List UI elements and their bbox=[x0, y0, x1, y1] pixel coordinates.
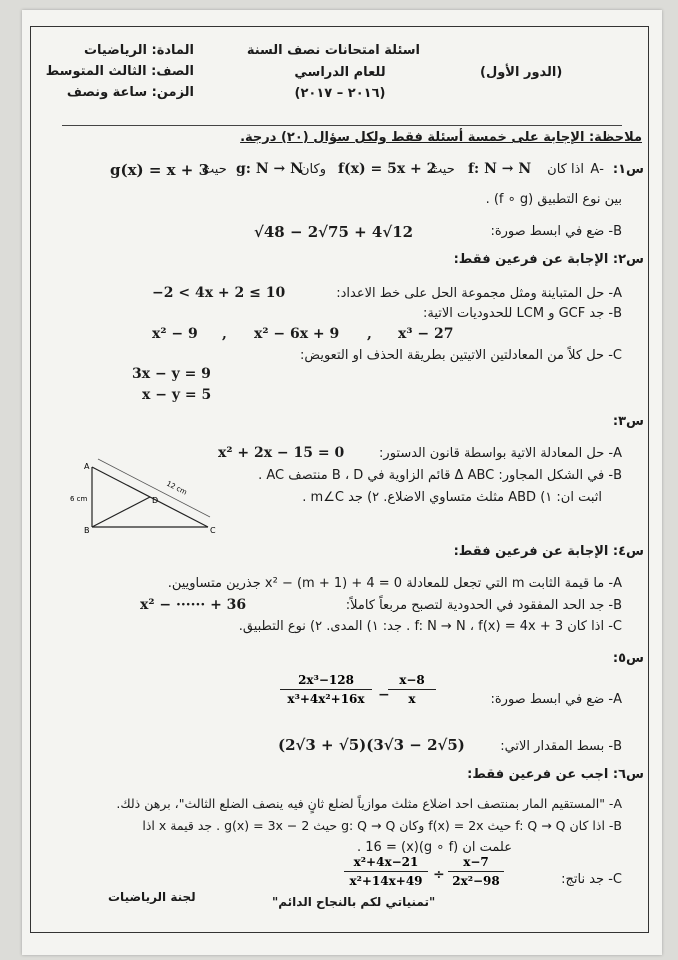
triangle-figure bbox=[70, 455, 220, 535]
q2-part-c-text: C- حل كلاً من المعادلتين الاتيتين بطريقة الحذف او التعويض: bbox=[300, 348, 622, 363]
header-exam-title: اسئلة امتحانات نصف السنة bbox=[246, 43, 420, 58]
q2-part-a-text: A- حل المتباينة ومثل مجموعة الحل على خط الاعداد: bbox=[336, 286, 622, 301]
q5-label: س٥: bbox=[612, 651, 644, 666]
q5-fraction-1 bbox=[280, 673, 372, 706]
q4-part-a-text: A- ما قيمة الثابت m التي تجعل للمعادلة x² − (m + 1) + 4 = 0 جذرين متساويين. bbox=[167, 576, 622, 591]
header-grade: الصف: الثالث المتوسط bbox=[45, 64, 194, 79]
q6-label: س٦: اجب عن فرعين فقط: bbox=[467, 767, 644, 782]
q2-part-b-text: B- جد GCF و LCM للحدوديات الاتية: bbox=[422, 306, 622, 321]
instructions-note: ملاحظة: الإجابة على خمسة أسئلة فقط ولكل سؤال (٢٠) درجة. bbox=[240, 130, 642, 145]
header-round: (الدور الأول) bbox=[480, 65, 563, 80]
fraction-bar bbox=[344, 871, 428, 872]
q6-fraction-1 bbox=[344, 855, 428, 888]
q6-frac1-denominator: x²+14x+49 bbox=[349, 874, 423, 888]
q1-g-rule: g(x) = x + 3 bbox=[110, 161, 210, 179]
q1-f-rule: f(x) = 5x + 2 bbox=[338, 161, 437, 177]
q2-label: س٢: الإجابة عن فرعين فقط: bbox=[453, 252, 644, 267]
q6-frac2-numerator: x−7 bbox=[463, 855, 489, 869]
header-year: (٢٠١٦ – ٢٠١٧) bbox=[294, 86, 386, 101]
q4-part-c-text: C- اذا كان f: N → N ، f(x) = 4x + 3 . جد: ١) المدى. ٢) نوع التطبيق. bbox=[238, 619, 622, 634]
side-ac-length: 12 cm bbox=[165, 479, 189, 497]
q1-label: س١: bbox=[612, 162, 644, 177]
q1-part-a-letter: -A bbox=[590, 162, 604, 177]
q1-f-map: f: N → N bbox=[468, 161, 532, 177]
q2-comma-2: , bbox=[367, 326, 372, 342]
q6-frac2-denominator: 2x²−98 bbox=[452, 874, 500, 888]
q2-poly-1: x² − 9 bbox=[152, 326, 198, 342]
q5-part-a-text: A- ضع في ابسط صورة: bbox=[490, 692, 622, 707]
q1-and-was: وكان bbox=[300, 162, 326, 177]
q5-frac2-denominator: x bbox=[408, 692, 416, 706]
footer-wish: "تمنياتي لكم بالنجاح الدائم" bbox=[272, 895, 436, 909]
vertex-b-label: B bbox=[84, 526, 90, 535]
vertex-a-label: A bbox=[84, 462, 90, 471]
q6-frac1-numerator: x²+4x−21 bbox=[353, 855, 419, 869]
fraction-bar bbox=[448, 871, 504, 872]
q1-part-a-if: اذا كان bbox=[547, 162, 584, 177]
q6-part-c-text: C- جد ناتج: bbox=[561, 872, 622, 887]
q5-frac1-denominator: x³+4x²+16x bbox=[287, 692, 365, 706]
footer-committee: لجنة الرياضيات bbox=[108, 890, 196, 904]
q2-comma-1: , bbox=[222, 326, 227, 342]
exam-paper bbox=[22, 10, 662, 955]
q4-part-b-poly: x² − ······ + 36 bbox=[140, 597, 247, 613]
q5-frac2-numerator: x−8 bbox=[399, 673, 425, 687]
q1-part-a-line2: بين نوع التطبيق (f ∘ g) . bbox=[485, 192, 622, 207]
q5-frac1-numerator: 2x³−128 bbox=[298, 673, 354, 687]
q2-eq-2: x − y = 5 bbox=[142, 387, 212, 403]
q3-part-a-equation: x² + 2x − 15 = 0 bbox=[218, 445, 345, 461]
q3-part-b-line2: اثبت ان: ١) ABD مثلث متساوي الاضلاع. ٢) جد m∠C . bbox=[302, 490, 602, 505]
header-year-label: للعام الدراسي bbox=[294, 65, 386, 80]
q6-part-b-text: B- اذا كان f: Q → Q حيث f(x) = 2x وكان g: Q → Q حيث g(x) = 3x − 2 . جد قيمة x اذا bbox=[142, 818, 622, 833]
side-ab-length: 6 cm bbox=[70, 495, 88, 503]
q2-poly-2: x² − 6x + 9 bbox=[254, 326, 340, 342]
q2-poly-3: x³ − 27 bbox=[398, 326, 454, 342]
fraction-bar bbox=[388, 689, 436, 690]
q1-part-b-text: B- ضع في ابسط صورة: bbox=[490, 224, 622, 239]
header-divider bbox=[62, 125, 622, 126]
midpoint-d-label: D bbox=[152, 496, 159, 505]
q5-minus-sign: − bbox=[378, 687, 390, 703]
q6-part-a-text: A- "المستقيم المار بمنتصف احد اضلاع مثلث موازياً لضلع ثانٍ فيه ينصف الضلع الثالث"، برهن ذلك. bbox=[116, 796, 622, 811]
q5-part-b-text: B- بسط المقدار الاتي: bbox=[500, 739, 622, 754]
q6-division-sign: ÷ bbox=[433, 867, 445, 883]
q4-part-b-text: B- جد الحد المفقود في الحدودية لتصبح مربعاً كاملاً: bbox=[345, 598, 622, 613]
q3-part-a-text: A- حل المعادلة الاتية بواسطة قانون الدستور: bbox=[379, 446, 622, 461]
q2-part-a-inequality: −2 < 4x + 2 ≤ 10 bbox=[152, 285, 286, 301]
q5-part-b-expr: (2√3 + √5)(3√3 − 2√5) bbox=[278, 736, 465, 754]
q3-part-b-text: B- في الشكل المجاور: Δ ABC قائم الزاوية في B ، D منتصف AC . bbox=[258, 468, 622, 483]
q3-label: س٣: bbox=[612, 414, 644, 429]
q1-where-2: حيث bbox=[202, 162, 227, 177]
fraction-bar bbox=[280, 689, 372, 690]
q4-label: س٤: الإجابة عن فرعين فقط: bbox=[453, 544, 644, 559]
q2-eq-1: 3x − y = 9 bbox=[132, 366, 211, 382]
q1-where: حيث bbox=[430, 162, 455, 177]
q1-g-map: g: N → N bbox=[236, 161, 303, 177]
header-time: الزمن: ساعة ونصف bbox=[66, 85, 194, 100]
q6-fraction-2 bbox=[448, 855, 504, 888]
header-subject: المادة: الرياضيات bbox=[83, 43, 194, 58]
q5-fraction-2 bbox=[388, 673, 436, 706]
q1-part-b-expr: √48 − 2√75 + 4√12 bbox=[254, 223, 414, 241]
vertex-c-label: C bbox=[210, 526, 216, 535]
q6-part-b-line2: علمت ان (g ∘ f)(x) = 16 . bbox=[357, 840, 512, 855]
